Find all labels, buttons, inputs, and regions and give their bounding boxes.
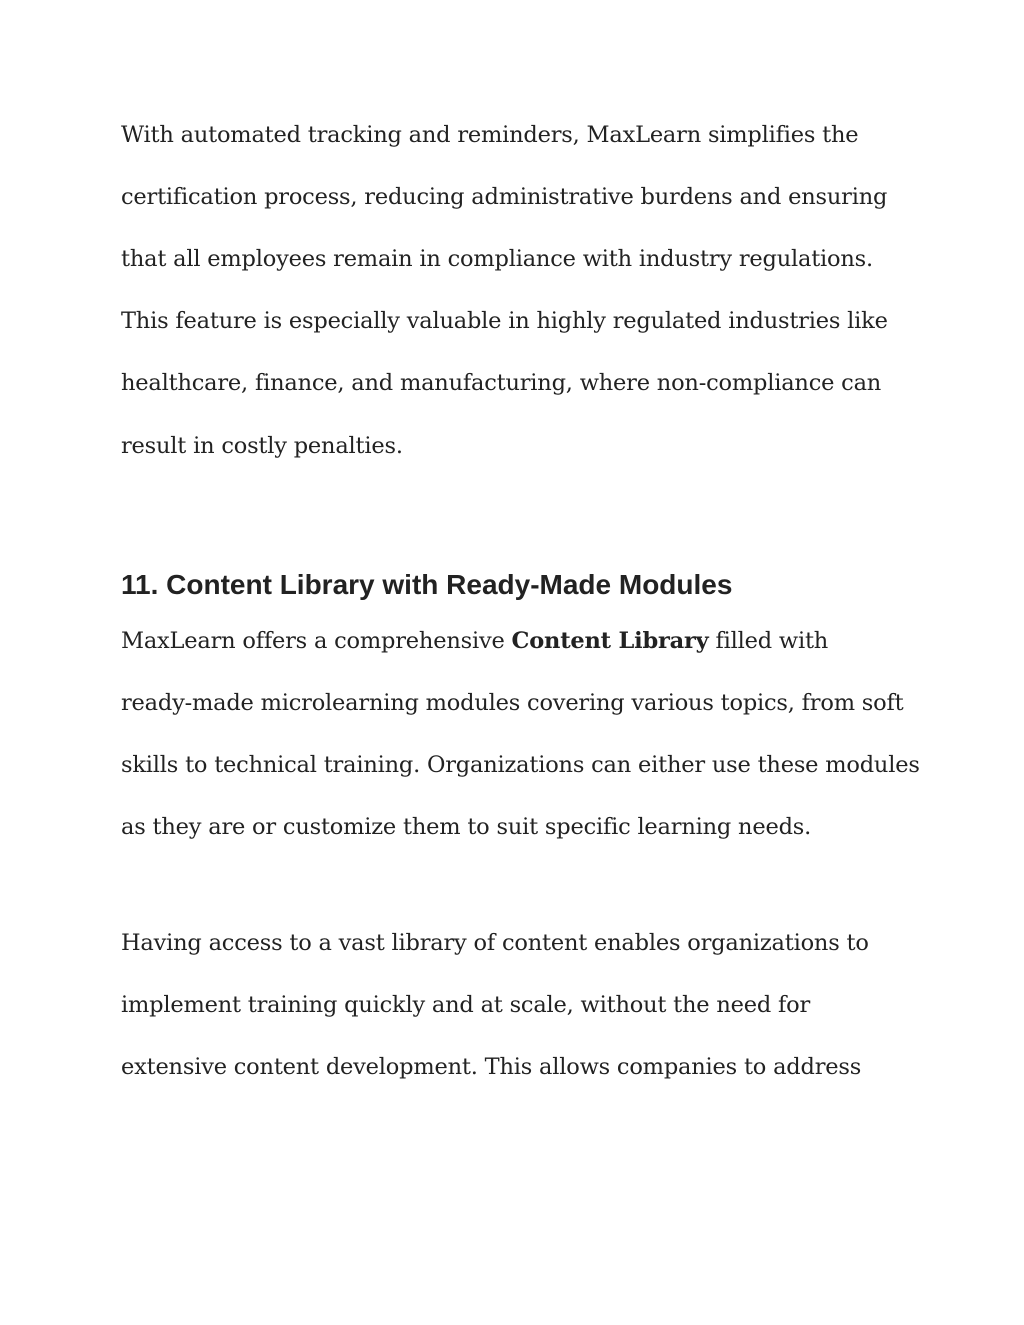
paragraph-2-line-1-start: MaxLearn offers a comprehensive [121, 628, 512, 654]
paragraph-1-line-3: that all employees remain in compliance with industry regulations. [121, 246, 873, 272]
paragraph-2-line-4: as they are or customize them to suit specific learning needs. [121, 814, 812, 840]
paragraph-2-line-1-end: filled with [708, 628, 829, 654]
section-heading: 11. Content Library with Ready-Made Modules [121, 569, 733, 600]
paragraph-2-line-1 [121, 626, 828, 656]
paragraph-3-line-3: extensive content development. This allows companies to address [121, 1054, 862, 1080]
paragraph-1-line-6: result in costly penalties. [121, 433, 403, 459]
paragraph-1-line-2: certification process, reducing administrative burdens and ensuring [121, 184, 888, 210]
paragraph-2-line-2: ready-made microlearning modules covering various topics, from soft [121, 690, 904, 716]
paragraph-1-line-4: This feature is especially valuable in highly regulated industries like [121, 308, 888, 334]
paragraph-3-line-1: Having access to a vast library of content enables organizations to [121, 930, 869, 956]
paragraph-1-line-5: healthcare, finance, and manufacturing, where non-compliance can [121, 370, 882, 396]
paragraph-1-line-1: With automated tracking and reminders, MaxLearn simplifies the [121, 122, 859, 148]
content-library-term: Content Library [511, 628, 709, 654]
paragraph-3-line-2: implement training quickly and at scale, without the need for [121, 992, 811, 1018]
paragraph-2-line-3: skills to technical training. Organizations can either use these modules [121, 752, 920, 778]
